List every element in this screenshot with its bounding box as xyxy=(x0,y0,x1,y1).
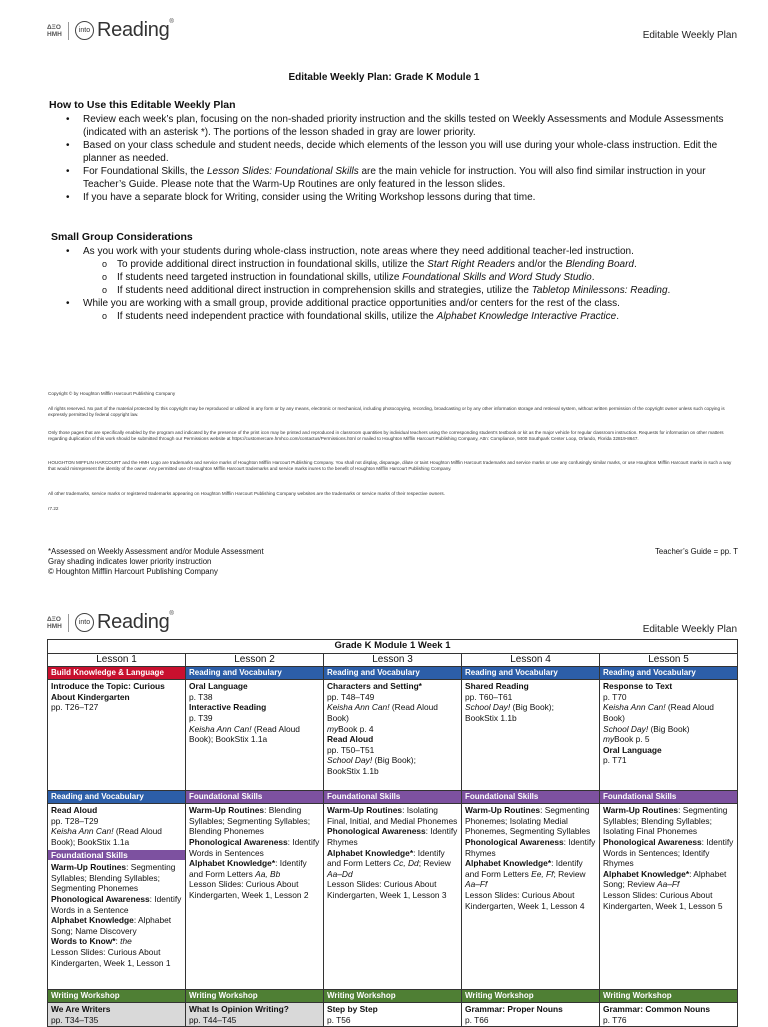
section-band: Writing Workshop xyxy=(48,990,186,1003)
list-item: • As you work with your students during whole-class instruction, note areas where they need additional teacher-led instruction. xyxy=(48,245,738,258)
lesson-cell: Read Aloud pp. T28–T29 Keisha Ann Can! (Read Aloud Book); BookStix 1.1a Foundational Skills Warm-Up Routines: Segmenting Syllables; Blending Syllables; Segmenting Phonemes Phonological Awareness: Identify Words in a Sentence Alphabet Knowledge: Alphabet Song; Name Discovery Words to Know*: the Lesson Slides: Curious About Kindergarten, Week 1, Lesson 1 xyxy=(48,804,186,990)
how-to-list xyxy=(48,113,738,204)
section-band: Foundational Skills xyxy=(324,791,462,804)
section-band: Foundational Skills xyxy=(462,791,600,804)
trademark-paragraph: HOUGHTON MIFFLIN HARCOURT and the HMH Logo are trademarks and service marks of Houghton Mifflin Harcourt Publishing Company. You shall not display, disparage, dilute or taint Houghton Mifflin Harcourt trademarks and service marks or use any confusingly similar marks, or use Houghton Mifflin Harcourt marks in such a way that would misrepresent the identity of the owner. Any permitted use of Houghton Mifflin Harcourt trademarks and service marks inures to the benefit of Houghton Mifflin Harcourt Publishing Company. xyxy=(48,460,732,471)
teachers-guide-note: Teacher’s Guide = pp. T xyxy=(654,547,738,556)
section-band: Writing Workshop xyxy=(324,990,462,1003)
lesson-cell: Warm-Up Routines: Blending Syllables; Segmenting Syllables; Blending Phonemes Phonological Awareness: Identify Words in Sentences Alphabet Knowledge*: Identify and Form Letters Aa, Bb Lesson Slides: Curious About Kindergarten, Week 1, Lesson 2 xyxy=(186,804,324,990)
rights-paragraph: All rights reserved. No part of the material protected by this copyright may be reproduced or utilized in any form or by any means, electronic or mechanical, including photocopying, recording, broadcasting or by any other information storage and retrieval system, without written permission of the copyright owner unless such copying is expressly permitted by federal copyright law. xyxy=(48,406,725,417)
lesson-cell: Warm-Up Routines: Segmenting Phonemes; Isolating Medial Phonemes, Segmenting Syllables Phonological Awareness: Identify Rhymes Alphabet Knowledge*: Identify and Form Letters Ee, Ff; Review Aa–Ff Lesson Slides: Curious About Kindergarten, Week 1, Lesson 4 xyxy=(462,804,600,990)
section-band: Foundational Skills xyxy=(48,850,185,861)
week-title: Grade K Module 1 Week 1 xyxy=(48,640,738,654)
hmh-logo xyxy=(47,611,174,634)
lesson-header: Lesson 3 xyxy=(324,653,462,667)
other-trademarks-line: All other trademarks, service marks or registered trademarks appearing on Houghton Mifflin Harcourt Publishing Company websites are the trademarks or service marks of their respective owners. xyxy=(48,491,445,496)
hmh-mark: ΔΞΟ HMH xyxy=(47,615,62,630)
lesson-header: Lesson 5 xyxy=(600,653,738,667)
page-title: Editable Weekly Plan: Grade K Module 1 xyxy=(288,72,480,83)
section-band: Writing Workshop xyxy=(186,990,324,1003)
sub-list-item: o If students need independent practice with foundational skills, utilize the Alphabet Knowledge Interactive Practice. xyxy=(48,310,738,323)
lesson-cell: Characters and Setting* pp. T48–T49 Keisha Ann Can! (Read Aloud Book) myBook p. 4 Read Aloud pp. T50–T51 School Day! (Big Book); BookStix 1.1b xyxy=(324,680,462,791)
gray-shading-note: Gray shading indicates lower priority instruction xyxy=(48,557,212,566)
section-band: Reading and Vocabulary xyxy=(186,667,324,680)
revision-code: r7.22 xyxy=(48,506,59,511)
hmh-logo xyxy=(47,19,174,42)
how-to-heading: How to Use this Editable Weekly Plan xyxy=(49,99,236,111)
into-circle-icon: into xyxy=(75,21,94,40)
section-band: Foundational Skills xyxy=(600,791,738,804)
hmh-mark: ΔΞΟ HMH xyxy=(47,23,62,38)
reading-wordmark: Reading® xyxy=(97,611,174,633)
lesson-header: Lesson 4 xyxy=(462,653,600,667)
footnotes xyxy=(48,547,264,577)
small-group-heading: Small Group Considerations xyxy=(51,231,193,243)
small-group-list xyxy=(48,245,738,323)
permissions-paragraph: Only those pages that are specifically enabled by the program and indicated by the presence of the print icon may be printed and reproduced in classroom quantities by individual teachers using the corresponding student’s textbook or kit as the major vehicle for regular classroom instruction. Requests for information on other matters regarding duplication of this work should be submitted through our Permissions website at https://customercare.hmhco.com/contactus/Permissions.html or mailed to Houghton Mifflin Harcourt Publishing Company, Attn: Compliance, 9400 Southpark Center Loop, Orlando, Florida 32819-8647. xyxy=(48,430,724,441)
section-band: Writing Workshop xyxy=(600,990,738,1003)
section-band: Reading and Vocabulary xyxy=(48,791,186,804)
lesson-cell: Step by Step p. T56 xyxy=(324,1003,462,1027)
header-title: Editable Weekly Plan xyxy=(642,30,737,41)
list-item: • While you are working with a small group, provide additional practice opportunities and/or centers for the rest of the class. xyxy=(48,297,738,310)
lesson-cell: Warm-Up Routines: Isolating Final, Initial, and Medial Phonemes Phonological Awareness: Identify Rhymes Alphabet Knowledge*: Identify and Form Letters Cc, Dd; Review Aa–Dd Lesson Slides: Curious About Kindergarten, Week 1, Lesson 3 xyxy=(324,804,462,990)
lesson-cell: Warm-Up Routines: Segmenting Syllables; Blending Syllables; Isolating Final Phonemes Phonological Awareness: Identify Words in Sentences; Identify Rhymes Alphabet Knowledge*: Alphabet Song; Review Aa–Ff Lesson Slides: Curious About Kindergarten, Week 1, Lesson 5 xyxy=(600,804,738,990)
lesson-cell: Grammar: Common Nouns p. T76 xyxy=(600,1003,738,1027)
section-band: Foundational Skills xyxy=(186,791,324,804)
list-item: • For Foundational Skills, the Lesson Slides: Foundational Skills are the main vehicle for instruction. You will also find similar instruction in your Teacher’s Guide. Please note that the Warm-Up Routines are only featured in the lesson slides. xyxy=(48,165,738,191)
list-item: • Based on your class schedule and student needs, decide which elements of the lesson you will use during your whole-class instruction. Edit the planner as needed. xyxy=(48,139,738,165)
list-item: • If you have a separate block for Writing, consider using the Writing Workshop lessons during that time. xyxy=(48,191,738,204)
into-circle-icon: into xyxy=(75,613,94,632)
lesson-cell: Introduce the Topic: Curious About Kindergarten pp. T26–T27 xyxy=(48,680,186,791)
section-band: Reading and Vocabulary xyxy=(462,667,600,680)
logo-divider xyxy=(68,614,69,632)
section-band: Writing Workshop xyxy=(462,990,600,1003)
header-title: Editable Weekly Plan xyxy=(642,624,737,635)
sub-list-item: o If students need targeted instruction in foundational skills, utilize Foundational Skills and Word Study Studio. xyxy=(48,271,738,284)
lesson-cell: Oral Language p. T38 Interactive Reading p. T39 Keisha Ann Can! (Read Aloud Book); BookStix 1.1a xyxy=(186,680,324,791)
copyright-line: Copyright © by Houghton Mifflin Harcourt Publishing Company xyxy=(48,391,176,396)
list-item: • Review each week’s plan, focusing on the non-shaded priority instruction and the skills tested on Weekly Assessments and Module Assessments (indicated with an asterisk *). The portions of the lesson shaded in gray are lower priority. xyxy=(48,113,738,139)
lesson-header: Lesson 1 xyxy=(48,653,186,667)
assessed-note: *Assessed on Weekly Assessment and/or Module Assessment xyxy=(48,547,264,556)
sub-list-item: o To provide additional direct instruction in foundational skills, utilize the Start Right Readers and/or the Blending Board. xyxy=(48,258,738,271)
lesson-cell: Response to Text p. T70 Keisha Ann Can! (Read Aloud Book) School Day! (Big Book) myBook p. 5 Oral Language p. T71 xyxy=(600,680,738,791)
lesson-cell: We Are Writers pp. T34–T35 xyxy=(48,1003,186,1027)
section-band: Build Knowledge & Language xyxy=(48,667,186,680)
sub-list-item: o If students need additional direct instruction in comprehension skills and strategies, utilize the Tabletop Minilessons: Reading. xyxy=(48,284,738,297)
reading-wordmark: Reading® xyxy=(97,19,174,41)
copyright-note: © Houghton Mifflin Harcourt Publishing Company xyxy=(48,567,218,576)
lesson-cell: Shared Reading pp. T60–T61 School Day! (Big Book); BookStix 1.1b xyxy=(462,680,600,791)
lesson-cell: Grammar: Proper Nouns p. T66 xyxy=(462,1003,600,1027)
section-band: Reading and Vocabulary xyxy=(600,667,738,680)
lesson-header: Lesson 2 xyxy=(186,653,324,667)
weekly-plan-table xyxy=(47,639,738,1027)
lesson-cell: What Is Opinion Writing? pp. T44–T45 xyxy=(186,1003,324,1027)
section-band: Reading and Vocabulary xyxy=(324,667,462,680)
logo-divider xyxy=(68,22,69,40)
